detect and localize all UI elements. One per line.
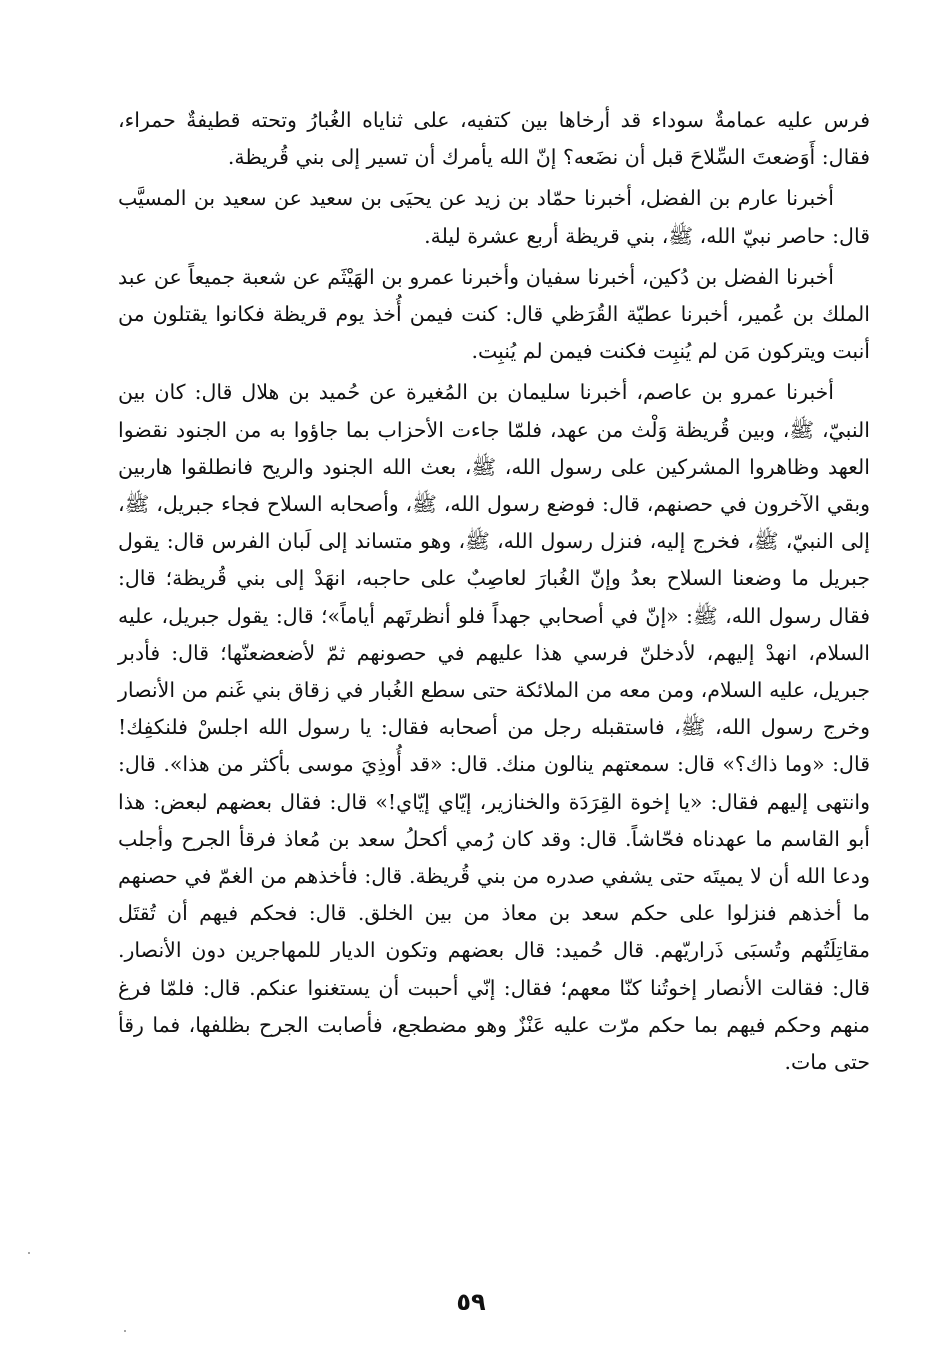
scan-speck <box>124 1330 126 1332</box>
paragraph: فرس عليه عمامةٌ سوداء قد أرخاها بين كتفيه، على ثناياه الغُبارُ وتحته قطيفةٌ حمراء، فقال: أَوَضعتَ السِّلاحَ قبل أن نضَعه؟ إنّ الله يأمرك أن تسير إلى بني قُريظة. <box>118 108 870 170</box>
paragraph: أخبرنا عمرو بن عاصم، أخبرنا سليمان بن المُغيرة عن حُميد بن هلال قال: كان بين النبيّ، ﷺ، وبين قُريظة وَلْث من عهد، فلمّا جاءت الأحزاب بما جاؤوا به من الجنود نقضوا العهد وظاهروا المشركين على رسول الله، ﷺ، بعث الله الجنود والريح فانطلقوا هاربين وبقي الآخرون في حصنهم، قال: فوضع رسول الله، ﷺ، وأصحابه السلاح فجاء جبريل، ﷺ، إلى النبيّ، ﷺ، فخرج إليه، فنزل رسول الله، ﷺ، وهو متساند إلى لَبان الفرس قال: يقول جبريل ما وضعنا السلاح بعدُ وإنّ الغُبارَ لعاصِبٌ على حاجبه، انهَدْ إلى بني قُريظة؛ قال: فقال رسول الله، ﷺ: «إنّ في أصحابي جهداً فلو أنظرتَهم أياماً»؛ قال: يقول جبريل، عليه السلام، انهدْ إليهم، لأدخلنّ فرسي هذا عليهم في حصونهم ثمّ لأضعضعنّها؛ قال: فأدبر جبريل، عليه السلام، ومن معه من الملائكة حتى سطع الغُبار في زقاق بني غَنم من الأنصار وخرج رسول الله، ﷺ، فاستقبله رجل من أصحابه فقال: يا رسول الله اجلسْ فلنكفِك! قال: «وما ذاك؟» قال: سمعتهم ينالون منك. قال: «قد أُوذِيَ موسى بأكثر من هذا». قال: وانتهى إليهم فقال: «يا إخوة القِرَدَة والخنازير، إيّاي إيّاي!» قال: فقال بعضهم لبعض: هذا أبو القاسم ما عهدناه فحّاشاً. قال: وقد كان رُمي أكحلُ سعد بن مُعاذ فرقأ الجرح وأجلب ودعا الله أن لا يميتَه حتى يشفي صدره من بني قُريظة. قال: فأخذهم من الغمّ في حصنهم ما أخذهم فنزلوا على حكم سعد بن معاذ من بين الخلق. قال: فحكم فيهم أن تُقتَل مقاتِلَتُهم وتُسبَى ذَراريّهم. قال حُميد: قال بعضهم وتكون الديار للمهاجرين دون الأنصار. قال: فقالت الأنصار إخوتُنا كنّا معهم؛ فقال: إنّي أحببت أن يستغنوا عنكم. قال: فلمّا فرغ منهم وحكم فيهم بما حكم مرّت عليه عَنْزٌ وهو مضطجع، فأصابت الجرح بظلفها، فما رقأ حتى مات. <box>118 380 870 1075</box>
paragraph: أخبرنا الفضل بن دُكين، أخبرنا سفيان وأخبرنا عمرو بن الهَيْثَم عن شعبة جميعاً عن عبد الملك بن عُمير، أخبرنا عطيّة القُرَظي قال: كنت فيمن أُخذ يوم قريظة فكانوا يقتلون من أنبت ويتركون مَن لم يُنبِت فكنت فيمن لم يُنبِت. <box>118 264 870 364</box>
paragraph: أخبرنا عارم بن الفضل، أخبرنا حمّاد بن زيد عن يحيَى بن سعيد عن سعيد بن المسيَّب قال: حاصر نبيّ الله، ﷺ، بني قريظة أربع عشرة ليلة. <box>118 186 870 248</box>
page-number: ٥٩ <box>456 1288 486 1316</box>
scan-speck <box>28 1252 30 1254</box>
body-text <box>118 102 870 1085</box>
